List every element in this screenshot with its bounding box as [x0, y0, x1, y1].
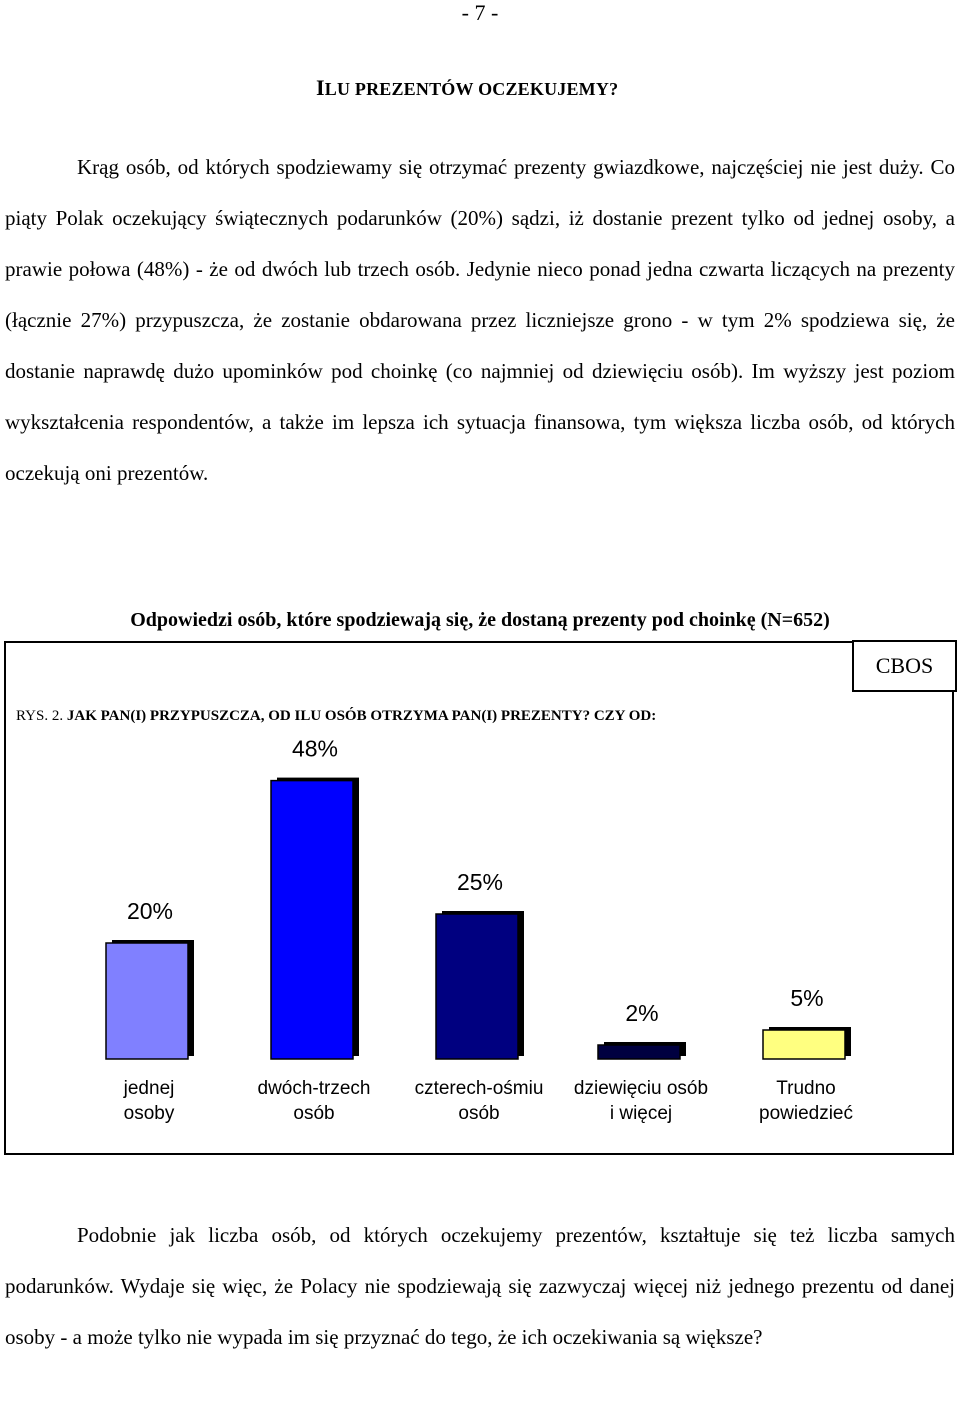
data-label: 2%	[625, 1000, 659, 1026]
chart-heading: Odpowiedzi osób, które spodziewają się, że dostaną prezenty pod choinkę (N=652)	[130, 609, 830, 631]
category-label: jednej	[123, 1078, 175, 1099]
title-rest: LU PREZENTÓW OCZEKUJEMY?	[324, 79, 619, 99]
intro-paragraph: Krąg osób, od których spodziewamy się otrzymać prezenty gwiazdkowe, najczęściej nie jest duży. Co piąty Polak oczekujący świątecznych podarunków (20%) sądzi, iż dostanie prezent tylko od jednej osoby, a prawie połowa (48%) - że od dwóch lub trzech osób. Jedynie nieco ponad jedna czwarta liczących na prezenty (łącznie 27%) przypuszcza, że zostanie obdarowana przez liczniejsze grono - w tym 2% spodziewa się, że dostanie naprawdę dużo upominków pod choinkę (co najmniej od dziewięciu osób). Im wyższy jest poziom wykształcenia respondentów, a także im lepsza ich sytuacja finansowa, tym większa liczba osób, od których oczekują oni prezentów.	[5, 155, 955, 485]
bar	[598, 1045, 680, 1059]
category-label: osoby	[123, 1103, 175, 1124]
closing-paragraph: Podobnie jak liczba osób, od których oczekujemy prezentów, kształtuje się też liczba samych podarunków. Wydaje się więc, że Polacy nie spodziewają się zazwyczaj więcej niż jednego prezentu od danej osoby - a może tylko nie wypada im się przyznać do tego, że ich oczekiwania są większe?	[5, 1223, 955, 1349]
category-label: dwóch-trzech	[257, 1078, 371, 1099]
category-label: dziewięciu osób	[573, 1078, 709, 1099]
category-label: osób	[293, 1103, 335, 1124]
bar	[106, 943, 188, 1059]
category-label: powiedzieć	[759, 1103, 853, 1124]
data-label: 20%	[126, 898, 174, 924]
category-label: Trudno	[776, 1078, 836, 1099]
bar	[436, 914, 518, 1059]
category-label: osób	[458, 1103, 500, 1124]
caption-prefix: RYS. 2.	[16, 708, 67, 724]
data-label: 25%	[456, 869, 504, 895]
caption-question: JAK PAN(I) PRZYPUSZCZA, OD ILU OSÓB OTRZYMA PAN(I) PREZENTY? CZY OD:	[66, 708, 657, 724]
category-label: czterech-ośmiu	[414, 1078, 544, 1099]
bar	[271, 781, 353, 1059]
category-label: i więcej	[609, 1103, 673, 1124]
title-initial: I	[316, 75, 325, 100]
bar	[763, 1030, 845, 1059]
data-label: 5%	[790, 985, 824, 1011]
data-label: 48%	[291, 735, 339, 762]
page-number: - 7 -	[461, 0, 499, 25]
cbos-label: CBOS	[852, 640, 957, 692]
